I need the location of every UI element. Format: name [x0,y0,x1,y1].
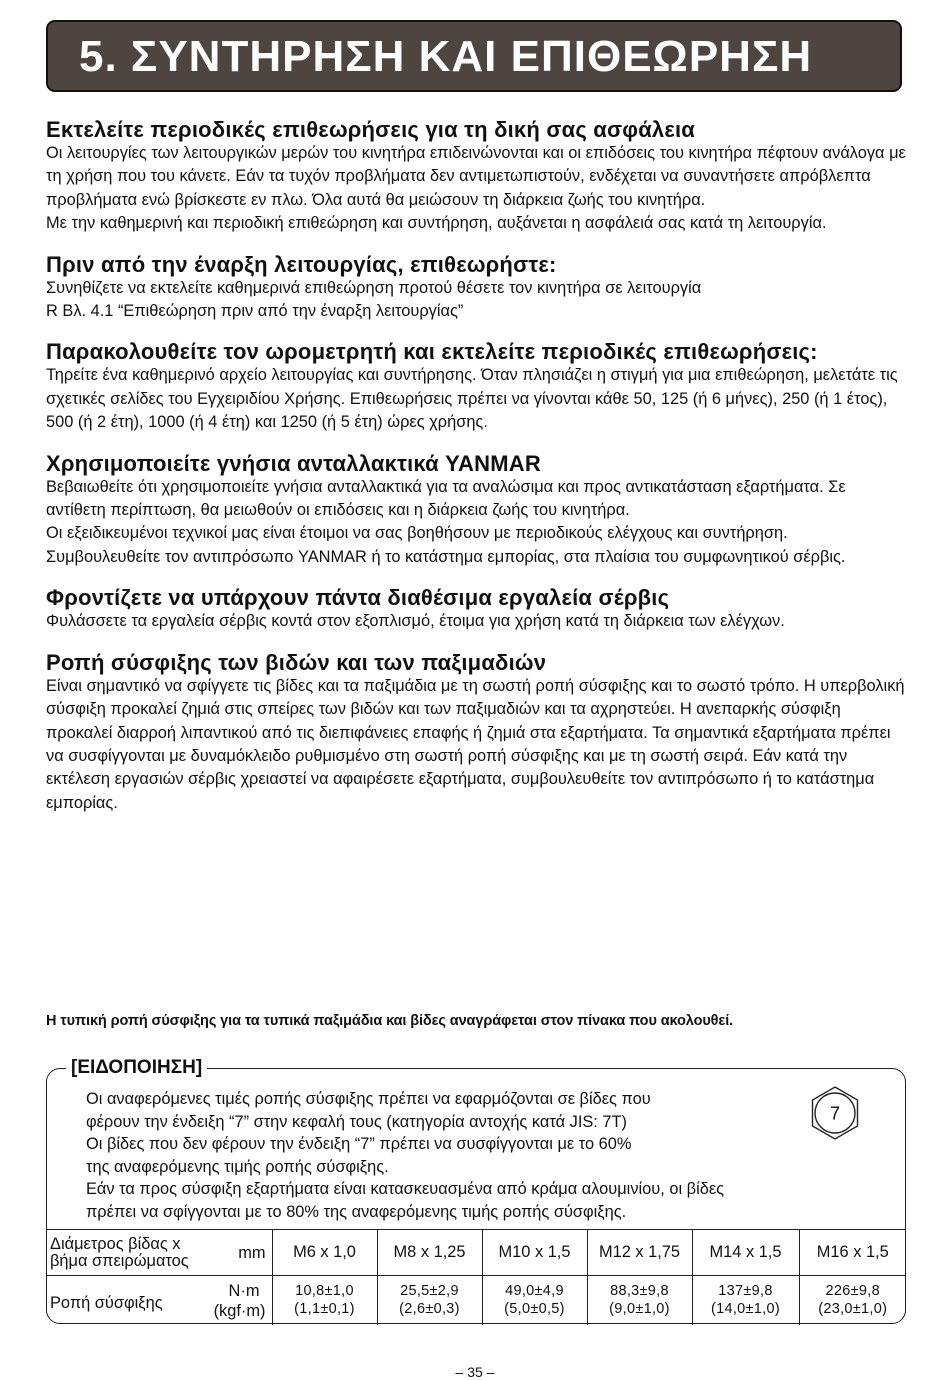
page-number: – 35 – [455,1364,495,1380]
notice-line: πρέπει να σφίγγονται με το 80% της αναφερόμενης τιμής ροπής σύσφιξης. [86,1202,627,1221]
torque-kgfm: (23,0±1,0) [818,1301,888,1318]
notice-line: Εάν τα προς σύσφιξη εξαρτήματα είναι κατασκευασμένα από κράμα αλουμινίου, οι βίδες [86,1180,725,1199]
section-heading: Χρησιμοποιείτε γνήσια ανταλλακτικά YANMAR [46,450,541,476]
table-row-bolt-size [46,1230,906,1276]
section-periodic-inspection [46,118,906,236]
torque-nm: 137±9,8 [718,1283,773,1300]
torque-value-cell [272,1276,377,1325]
torque-kgfm: (1,1±0,1) [294,1301,355,1318]
torque-table-intro: Η τυπική ροπή σύσφιξης για τα τυπικά παξιμάδια και βίδες αναγράφεται στον πίνακα που ακολουθεί. [46,1013,734,1029]
section-heading: Ροπή σύσφιξης των βιδών και των παξιμαδιών [46,649,547,675]
section-heading: Φροντίζετε να υπάρχουν πάντα διαθέσιμα εργαλεία σέρβις [46,585,670,611]
section-heading: Παρακολουθείτε τον ωρομετρητή και εκτελείτε περιοδικές επιθεωρήσεις: [46,339,818,365]
section-paragraph: Οι εξειδικευμένοι τεχνικοί μας είναι έτοιμοι να σας βοηθήσουν με περιοδικούς ελέγχους και συντήρηση. Συμβουλευθείτε τον αντιπρόσωπο YANMAR ή το κατάστημα εμπορίας, στα πλαίσια του συμφωνητικού σέρβις. [46,524,846,566]
section-paragraph: Είναι σημαντικό να σφίγγετε τις βίδες και τα παξιμάδια με τη σωστή ροπή σύσφιξης και το σωστό τρόπο. Η υπερβολική σύσφιξη προκαλεί ζημιά στις σπείρες των βιδών και των παξιμαδιών και τα αχρηστεύει. Η ανεπαρκής σύσφιξη προκαλεί διαρροή λιπαντικού από τις διεπιφάνειες επαφής ή ζημιά στα εξαρτήματα. Τα σημαντικά εξαρτήματα πρέπει να συσφίγγονται με δυναμόκλειδο ρυθμισμένο στη σωστή ροπή σύσφιξης και με τη σωστή σειρά. Εάν κατά την εκτέλεση εργασιών σέρβις χρειαστεί να αφαιρέσετε εξαρτήματα, συμβουλευθείτε τον αντιπρόσωπο ή το κατάστημα εμπορίας. [46,676,905,812]
bolt-grade-mark: 7 [829,1103,841,1124]
torque-kgfm: (2,6±0,3) [399,1301,460,1318]
bolt-size-cell: M8 x 1,25 [377,1230,482,1276]
torque-value-cell [377,1276,482,1325]
section-hour-meter [46,340,906,434]
section-paragraph: R Βλ. 4.1 “Επιθεώρηση πριν από την έναρξη λειτουργίας” [46,302,464,321]
bolt-size-label: Διάμετρος βίδας x [50,1234,181,1253]
table-row-torque [46,1276,906,1325]
torque-nm: 88,3±9,8 [610,1283,669,1300]
section-genuine-parts [46,452,906,570]
notice-text [86,1088,886,1224]
notice-line: φέρουν την ένδειξη “7” στην κεφαλή τους (κατηγορία αντοχής κατά JIS: 7T) [86,1112,628,1131]
bolt-size-cell: M10 x 1,5 [482,1230,587,1276]
bolt-head-icon [806,1084,864,1142]
torque-nm: 49,0±4,9 [505,1283,564,1300]
bolt-size-cell: M12 x 1,75 [587,1230,692,1276]
bolt-size-cell: M14 x 1,5 [692,1230,799,1276]
section-paragraph: Οι λειτουργίες των λειτουργικών μερών του κινητήρα επιδεινώνονται και οι επιδόσεις του κινητήρα πέφτουν ανάλογα με τη χρήση που του κάνετε. Εάν τα τυχόν προβλήματα δεν αντιμετωπιστούν, ενδέχεται να συναντήσετε απρόβλεπτα προβλήματα ενώ βρίσκεστε εν πλω. Όλα αυτά θα μειώσουν τη διάρκεια ζωής του κινητήρα. [46,144,906,209]
section-pre-operation-check [46,253,906,324]
notice-line: Οι βίδες που δεν φέρουν την ένδειξη “7” πρέπει να συσφίγγονται με το 60% [86,1135,632,1154]
chapter-title: 5. ΣΥΝΤΗΡΗΣΗ ΚΑΙ ΕΠΙΘΕΩΡΗΣΗ [79,32,813,81]
section-heading: Πριν από την έναρξη λειτουργίας, επιθεωρήστε: [46,251,557,277]
main-content [46,113,906,815]
torque-value-cell [799,1276,906,1325]
torque-nm: 226±9,8 [825,1283,880,1300]
notice-line: της αναφερόμενης τιμής ροπής σύσφιξης. [86,1157,389,1176]
notice-title: [ΕΙΔΟΠΟΙΗΣΗ] [66,1055,207,1081]
section-paragraph: Βεβαιωθείτε ότι χρησιμοποιείτε γνήσια ανταλλακτικά για τα αναλώσιμα και προς αντικατάσταση εξαρτήματα. Σε αντίθετη περίπτωση, θα μειωθούν οι επιδόσεις και η διάρκεια ζωής του κινητήρα. [46,477,846,520]
bolt-size-cell: M6 x 1,0 [272,1230,377,1276]
bolt-size-label: βήμα σπειρώματος [50,1251,189,1270]
table-header-cell [46,1276,272,1325]
unit-label: (kgf·m) [213,1302,266,1320]
section-paragraph: Τηρείτε ένα καθημερινό αρχείο λειτουργίας και συντήρησης. Όταν πλησιάζει η στιγμή για μια επιθεώρηση, μελετάτε τις σχετικές σελίδες του Εγχειριδίου Χρήσης. Επιθεωρήσεις πρέπει να γίνονται κάθε 50, 125 (ή 6 μήνες), 250 (ή 1 έτος), 500 (ή 2 έτη), 1000 (ή 4 έτη) και 1250 (ή 5 έτη) ώρες χρήσης. [46,366,898,432]
torque-kgfm: (9,0±1,0) [609,1301,670,1318]
torque-label: Ροπή σύσφιξης [50,1294,163,1312]
torque-value-cell [692,1276,799,1325]
section-paragraph: Συνηθίζετε να εκτελείτε καθημερινά επιθεώρηση προτού θέσετε τον κινητήρα σε λειτουργία [46,278,702,297]
torque-kgfm: (14,0±1,0) [711,1301,780,1318]
notice-line: Οι αναφερόμενες τιμές ροπής σύσφιξης πρέπει να εφαρμόζονται σε βίδες που [86,1090,651,1108]
torque-value-cell [587,1276,692,1325]
section-paragraph: Με την καθημερινή και περιοδική επιθεώρηση και συντήρηση, αυξάνεται η ασφάλειά σας κατά τη λειτουργία. [46,214,827,233]
torque-kgfm: (5,0±0,5) [504,1301,565,1318]
unit-label: N·m [228,1282,260,1300]
section-tightening-torque [46,651,906,815]
section-service-tools [46,586,906,633]
table-header-cell [46,1230,272,1276]
section-heading: Εκτελείτε περιοδικές επιθεωρήσεις για τη δική σας ασφάλεια [46,117,696,142]
unit-label: mm [238,1244,266,1262]
torque-table [46,1229,906,1325]
section-paragraph: Φυλάσσετε τα εργαλεία σέρβις κοντά στον εξοπλισμό, έτοιμα για χρήση κατά τη διάρκεια των ελέγχων. [46,612,785,631]
bolt-size-cell: M16 x 1,5 [799,1230,906,1276]
torque-nm: 25,5±2,9 [400,1283,459,1300]
torque-nm: 10,8±1,0 [295,1283,354,1300]
torque-value-cell [482,1276,587,1325]
chapter-header-banner [46,20,902,92]
